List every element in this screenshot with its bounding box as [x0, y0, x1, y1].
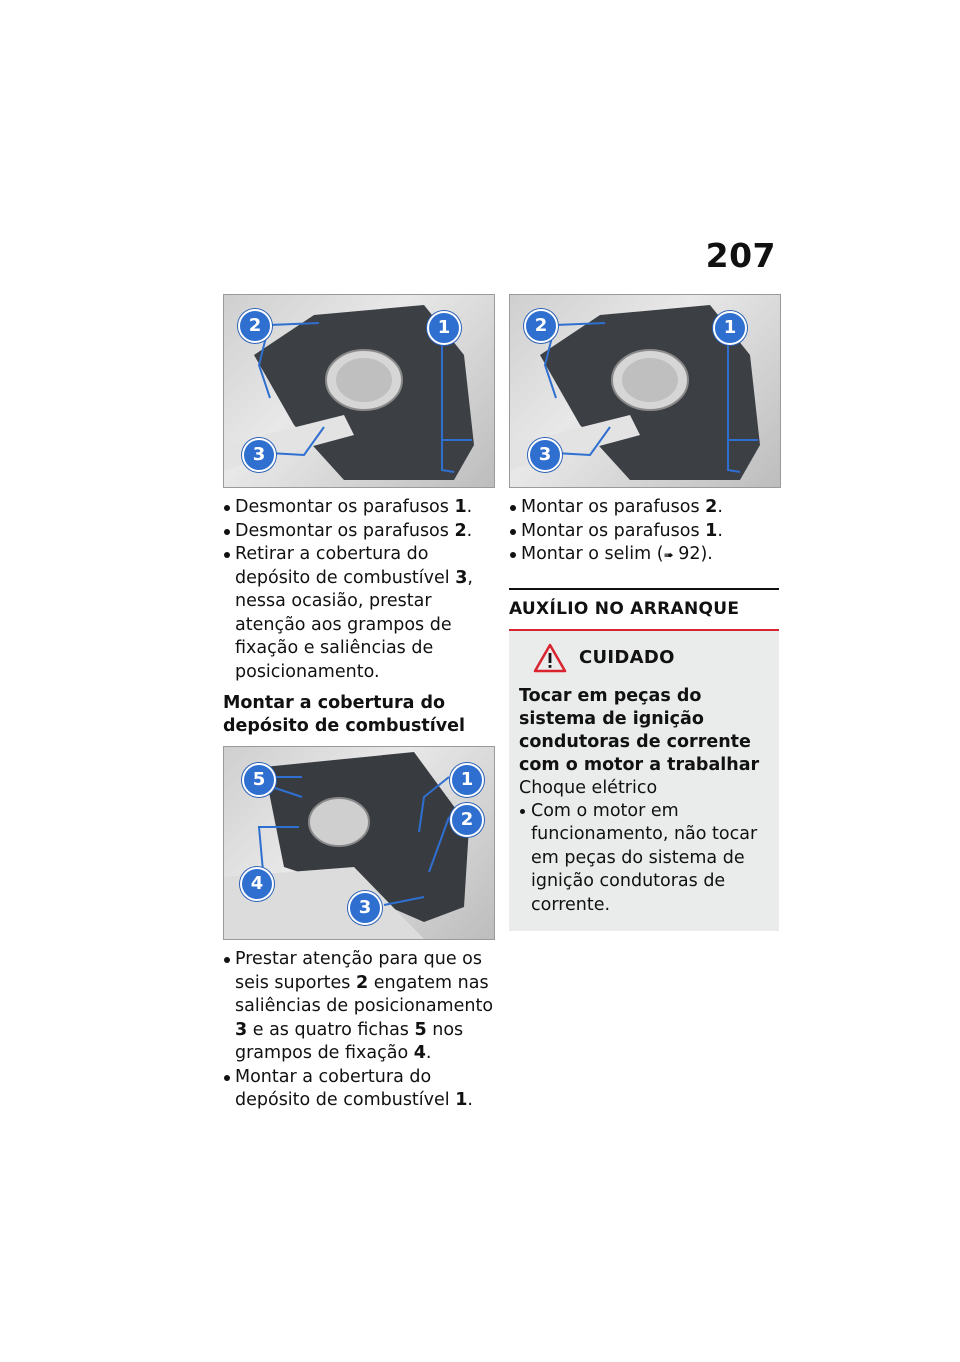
- right-column: [509, 294, 779, 931]
- warning-triangle-icon: [533, 643, 567, 673]
- warning-measures: [519, 800, 769, 918]
- list-item: Montar os parafusos 1.: [509, 520, 779, 544]
- callout-4: 4: [240, 867, 274, 901]
- figure-fuel-tank-cover-mounting: [223, 746, 495, 940]
- install-steps: [509, 496, 779, 568]
- callout-1: 1: [713, 311, 747, 345]
- removal-steps: [223, 496, 495, 684]
- page-reference-arrow-icon: ➠: [663, 548, 673, 562]
- callout-2: 2: [450, 803, 484, 837]
- list-item: Prestar atenção para que os seis suportes 2 engatem nas saliências de posicionamento 3 e as quatro fichas 5 nos grampos de fixação 4.: [223, 948, 495, 1066]
- callout-3: 3: [242, 438, 276, 472]
- left-column: [223, 294, 495, 1113]
- list-item: Desmontar os parafusos 1.: [223, 496, 495, 520]
- mounting-steps: [223, 948, 495, 1113]
- list-item: Montar a cobertura do depósito de combustível 1.: [223, 1066, 495, 1113]
- figure-fuel-tank-cover-removal: [223, 294, 495, 488]
- warning-box: [509, 631, 779, 932]
- page-reference-link[interactable]: 92).: [672, 544, 713, 564]
- callout-3: 3: [348, 891, 382, 925]
- callout-3: 3: [528, 438, 562, 472]
- warning-consequence: Choque elétrico: [519, 777, 658, 798]
- warning-header: [519, 643, 769, 673]
- callout-2: 2: [524, 309, 558, 343]
- section-title: AUXÍLIO NO ARRANQUE: [509, 588, 779, 619]
- warning-title: CUIDADO: [579, 647, 675, 668]
- subheading: Montar a cobertura do depósito de combustível: [223, 693, 466, 736]
- list-item: Com o motor em funcionamento, não tocar em peças do sistema de ignição condutoras de corrente.: [519, 800, 769, 918]
- callout-2: 2: [238, 309, 272, 343]
- list-item: Retirar a cobertura do depósito de combustível 3, nessa ocasião, prestar atenção aos grampos de fixação e saliências de posicionamento.: [223, 543, 495, 684]
- callout-5: 5: [242, 763, 276, 797]
- callout-1: 1: [450, 763, 484, 797]
- figure-fuel-tank-cover-screws: [509, 294, 781, 488]
- warning-hazard: Tocar em peças do sistema de ignição condutoras de corrente com o motor a trabalhar: [519, 685, 760, 775]
- page-number: 207: [705, 236, 776, 275]
- list-item: Montar o selim (➠ 92).: [509, 543, 779, 568]
- list-item: Montar os parafusos 2.: [509, 496, 779, 520]
- list-item: Desmontar os parafusos 2.: [223, 520, 495, 544]
- callout-1: 1: [427, 311, 461, 345]
